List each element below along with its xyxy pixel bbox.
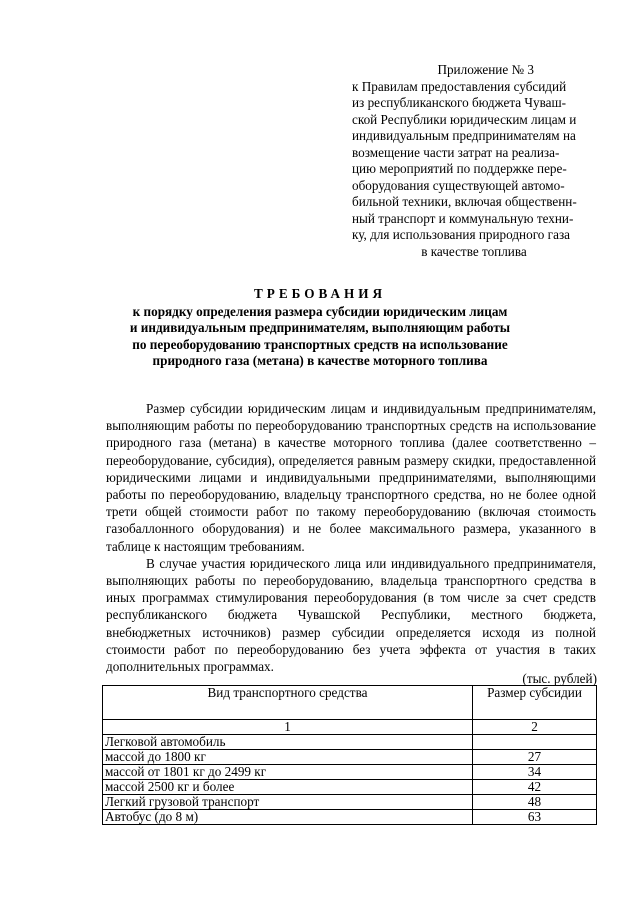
appendix-line: ской Республики юридическим лицам и: [352, 111, 577, 127]
table-row: [103, 765, 597, 780]
appendix-line: ку, для использования природного газа: [352, 227, 571, 242]
column-number: 2: [473, 720, 597, 735]
body-paragraph: Размер субсидии юридическим лицам и индивидуальным предпринимателям, выполняющим работы по переоборудованию транспортных средств на использование природного газа (метана) в качестве моторного топлива (далее соответственно – переоборудование, субсидия), определяется равным размеру скидки, предоставленной юридическими лицами и индивидуальными предпринимателями, выполняющими работы по переоборудованию, владельцу транспортного средства, но не более одной трети общей стоимости работ по такому переоборудованию (включая стоимость газобаллонного оборудования) и не более максимального размера, указанного в таблице к настоящим требованиям.: [106, 401, 596, 554]
table-header-row: [103, 686, 597, 720]
subsidy-value-cell: 48: [473, 795, 597, 810]
appendix-line: к Правилам предоставления субсидий: [352, 78, 567, 94]
appendix-block: [352, 62, 596, 260]
appendix-line: оборудования существующей автомо-: [352, 177, 565, 193]
header-vehicle-type: Вид транспортного средства: [103, 686, 473, 720]
appendix-line: в качестве топлива: [421, 243, 527, 259]
appendix-line: ный транспорт и коммунальную техни-: [352, 210, 574, 226]
body-paragraph: В случае участия юридического лица или индивидуального предпринимателя, выполняющих работы по переоборудованию, владельца транспортного средства в иных программах стимулирования переоборудования (в том числе за счет средств республиканского бюджета Чувашской Республики, местного бюджета, внебюджетных источников) размер субсидии определяется исходя из полной стоимости работ по переоборудованию без учета эффекта от участия в таких дополнительных программах.: [106, 555, 596, 675]
column-number-row: [103, 720, 597, 735]
subsidy-value-cell: [473, 735, 597, 750]
title-line: по переоборудованию транспортных средств на использование: [132, 336, 508, 352]
table-row: [103, 810, 597, 825]
title-line: и индивидуальным предпринимателям, выполняющим работы: [129, 320, 511, 335]
vehicle-type-cell: Легкий грузовой транспорт: [103, 795, 473, 810]
appendix-number: Приложение № 3: [437, 62, 534, 77]
table-unit-label: (тыс. рублей): [522, 671, 597, 686]
vehicle-type-cell: Легковой автомобиль: [103, 735, 473, 750]
subsidy-value-cell: 42: [473, 780, 597, 795]
table-row: [103, 795, 597, 810]
table-row: [103, 735, 597, 750]
table-row: [103, 750, 597, 765]
appendix-line: возмещение части затрат на реализа-: [352, 144, 560, 160]
subsidy-value-cell: 27: [473, 750, 597, 765]
document-body: [106, 400, 596, 675]
title-heading: ТРЕБОВАНИЯ: [253, 286, 387, 301]
subsidy-value-cell: 34: [473, 765, 597, 780]
subsidy-value-cell: 63: [473, 810, 597, 825]
subsidy-table: [102, 685, 597, 825]
appendix-line: из республиканского бюджета Чуваш-: [352, 95, 567, 110]
vehicle-type-cell: массой от 1801 кг до 2499 кг: [103, 765, 473, 780]
vehicle-type-cell: массой 2500 кг и более: [103, 780, 473, 795]
column-number: 1: [103, 720, 473, 735]
table-row: [103, 780, 597, 795]
vehicle-type-cell: массой до 1800 кг: [103, 750, 473, 765]
vehicle-type-cell: Автобус (до 8 м): [103, 810, 473, 825]
document-title: [90, 286, 550, 370]
appendix-line: цию мероприятий по поддержке пере-: [352, 161, 567, 176]
appendix-line: индивидуальным предпринимателям на: [352, 128, 576, 143]
title-line: природного газа (метана) в качестве моторного топлива: [152, 353, 488, 368]
appendix-line: бильной техники, включая общественн-: [352, 194, 577, 209]
header-subsidy-amount: Размер субсидии: [473, 686, 597, 720]
title-line: к порядку определения размера субсидии юридическим лицам: [132, 303, 508, 319]
